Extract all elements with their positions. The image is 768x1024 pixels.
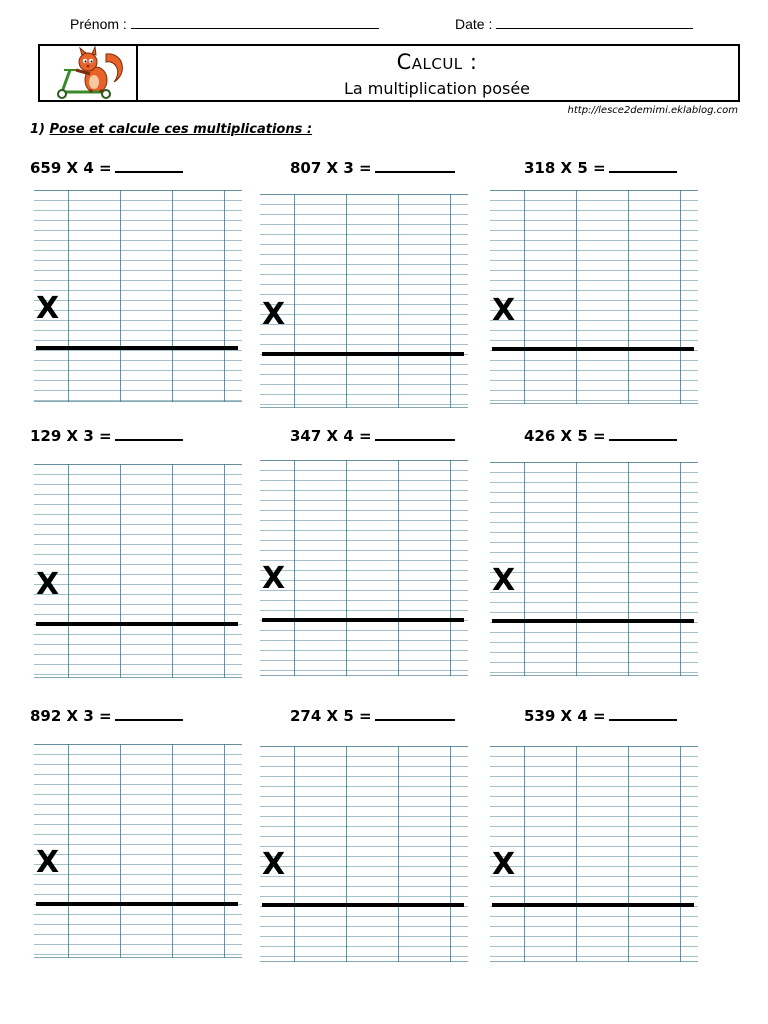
answer-blank[interactable] <box>609 159 677 173</box>
problem-label: 129 X 3 = <box>30 427 112 445</box>
date-line[interactable] <box>496 16 693 29</box>
result-line <box>492 619 694 623</box>
grid-edge <box>490 961 698 962</box>
calculation-grid[interactable] <box>490 462 698 676</box>
grid-edge <box>260 194 468 195</box>
grid-edge <box>490 675 698 676</box>
grid-edge <box>260 746 468 747</box>
grid-edge <box>34 677 242 678</box>
problem-label: 318 X 5 = <box>524 159 606 177</box>
worksheet-header <box>38 44 740 102</box>
problem-label: 892 X 3 = <box>30 707 112 725</box>
page-title: Calcul : <box>396 50 478 74</box>
result-line <box>492 347 694 351</box>
grid-edge <box>490 746 698 747</box>
problem-label: 426 X 5 = <box>524 427 606 445</box>
result-line <box>492 903 694 907</box>
exercise-instruction <box>30 122 312 137</box>
problem-2 <box>290 159 455 177</box>
grid-edge <box>490 190 698 191</box>
calculation-grid[interactable] <box>260 746 468 962</box>
squirrel-mascot-icon <box>40 46 132 100</box>
grid-edge <box>260 961 468 962</box>
grid-edge <box>34 744 242 745</box>
exercise-text: Pose et calcule ces multiplications : <box>49 122 313 137</box>
grid-edge <box>34 401 242 402</box>
problem-label: 539 X 4 = <box>524 707 606 725</box>
problem-9 <box>524 707 677 725</box>
answer-blank[interactable] <box>609 707 677 721</box>
multiply-sign: X <box>492 847 516 882</box>
prenom-field[interactable] <box>70 16 379 32</box>
multiply-sign: X <box>36 845 60 880</box>
multiply-sign: X <box>492 293 516 328</box>
multiply-sign: X <box>492 563 516 598</box>
problem-4 <box>30 427 183 445</box>
date-field[interactable] <box>455 16 693 32</box>
answer-blank[interactable] <box>609 427 677 441</box>
grid-edge <box>34 464 242 465</box>
grid-edge <box>260 675 468 676</box>
multiply-sign: X <box>36 567 60 602</box>
problem-8 <box>290 707 455 725</box>
multiply-sign: X <box>262 297 286 332</box>
problem-label: 807 X 3 = <box>290 159 372 177</box>
grid-edge <box>260 460 468 461</box>
calculation-grid[interactable] <box>260 460 468 676</box>
grid-edge <box>34 190 242 191</box>
calculation-grid[interactable] <box>490 190 698 404</box>
problem-5 <box>290 427 455 445</box>
grid-edge <box>490 403 698 404</box>
date-label: Date : <box>455 16 493 32</box>
problem-6 <box>524 427 677 445</box>
prenom-line[interactable] <box>131 16 379 29</box>
result-line <box>262 903 464 907</box>
prenom-label: Prénom : <box>70 16 127 32</box>
calculation-grid[interactable] <box>490 746 698 962</box>
result-line <box>262 618 464 622</box>
answer-blank[interactable] <box>115 707 183 721</box>
answer-blank[interactable] <box>375 427 455 441</box>
calculation-grid[interactable] <box>34 464 242 678</box>
title-box <box>136 46 738 100</box>
answer-blank[interactable] <box>115 427 183 441</box>
exercise-number: 1) <box>30 122 45 137</box>
source-url: http://lesce2demimi.eklablog.com <box>567 105 738 116</box>
calculation-grid[interactable] <box>260 194 468 408</box>
multiply-sign: X <box>36 291 60 326</box>
calculation-grid[interactable] <box>34 190 242 402</box>
problem-label: 659 X 4 = <box>30 159 112 177</box>
multiply-sign: X <box>262 847 286 882</box>
logo-box <box>40 46 138 100</box>
problem-label: 347 X 4 = <box>290 427 372 445</box>
problem-label: 274 X 5 = <box>290 707 372 725</box>
page-subtitle: La multiplication posée <box>343 79 531 98</box>
multiply-sign: X <box>262 561 286 596</box>
result-line <box>36 902 238 906</box>
calculation-grid[interactable] <box>34 744 242 958</box>
problem-7 <box>30 707 183 725</box>
problem-3 <box>524 159 677 177</box>
answer-blank[interactable] <box>115 159 183 173</box>
grid-edge <box>260 407 468 408</box>
answer-blank[interactable] <box>375 159 455 173</box>
result-line <box>36 346 238 350</box>
result-line <box>262 352 464 356</box>
grid-edge <box>34 957 242 958</box>
problem-1 <box>30 159 183 177</box>
answer-blank[interactable] <box>375 707 455 721</box>
grid-edge <box>490 462 698 463</box>
result-line <box>36 622 238 626</box>
